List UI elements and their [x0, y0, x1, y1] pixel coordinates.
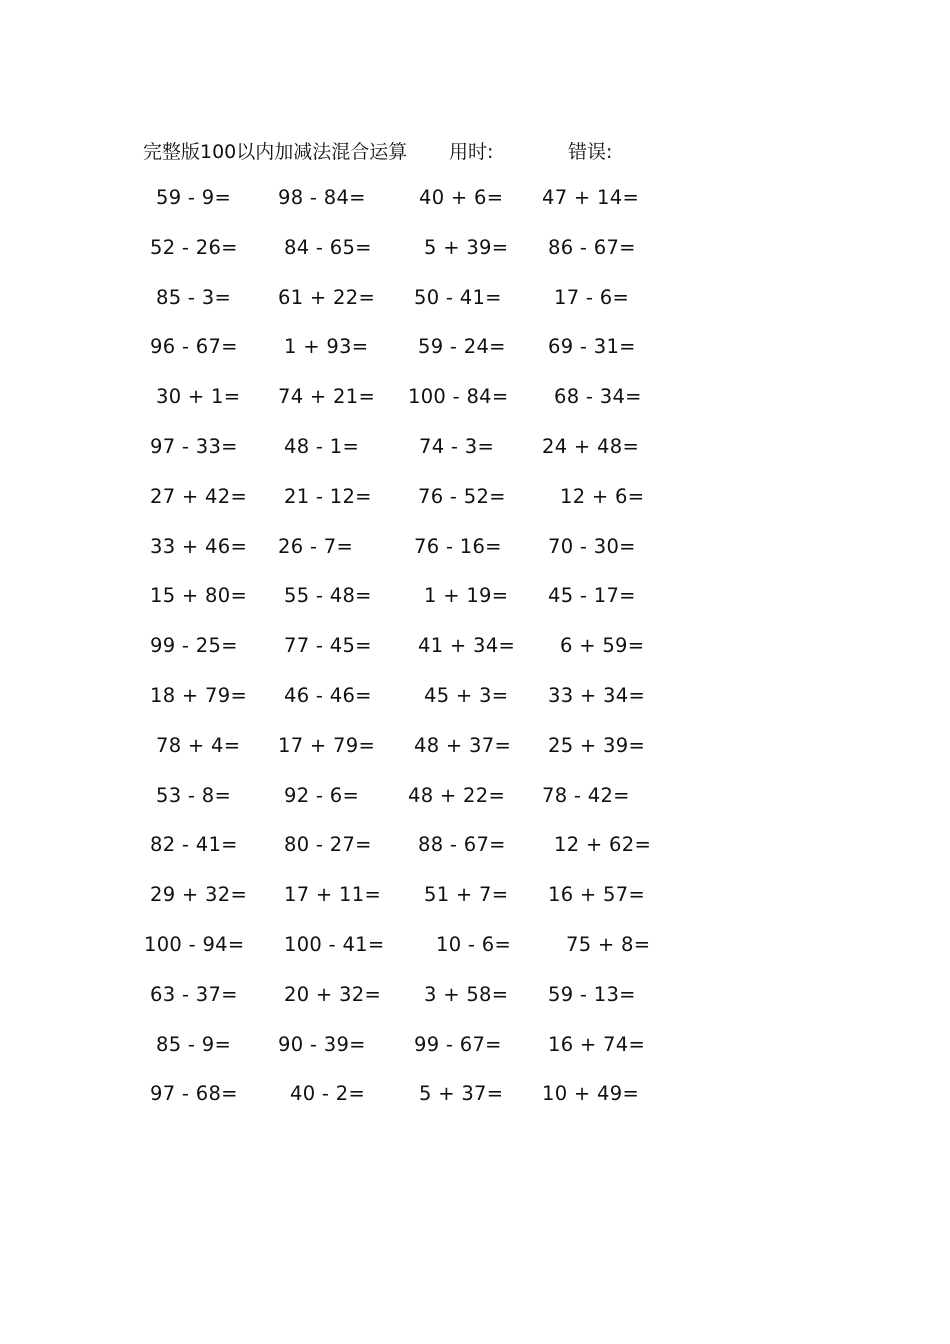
- math-problem: 16 + 74=: [548, 1032, 646, 1056]
- math-problem: 27 + 42=: [150, 484, 248, 508]
- math-problem: 6 + 59=: [560, 634, 645, 658]
- math-problem: 1 + 93=: [284, 335, 369, 359]
- math-problem: 85 - 9=: [156, 1032, 232, 1056]
- math-problem: 76 - 16=: [414, 534, 502, 558]
- problem-row: [0, 286, 950, 336]
- math-problem: 5 + 39=: [424, 235, 509, 259]
- math-problem: 3 + 58=: [424, 982, 509, 1006]
- problem-row: [0, 1082, 950, 1132]
- math-problem: 16 + 57=: [548, 883, 646, 907]
- math-problem: 30 + 1=: [156, 385, 241, 409]
- math-problem: 75 + 8=: [566, 932, 651, 956]
- math-problem: 33 + 34=: [548, 683, 646, 707]
- problem-row: [0, 833, 950, 883]
- math-problem: 41 + 34=: [418, 634, 516, 658]
- problem-row: [0, 186, 950, 236]
- math-problem: 47 + 14=: [542, 186, 640, 209]
- math-problem: 92 - 6=: [284, 783, 360, 807]
- math-problem: 15 + 80=: [150, 584, 248, 608]
- problem-row: [0, 236, 950, 286]
- math-problem: 53 - 8=: [156, 783, 232, 807]
- math-problem: 10 - 6=: [436, 932, 512, 956]
- math-problem: 100 - 41=: [284, 932, 385, 956]
- problem-row: [0, 684, 950, 734]
- math-problem: 97 - 33=: [150, 434, 238, 458]
- math-problem: 78 - 42=: [542, 783, 630, 807]
- math-problem: 29 + 32=: [150, 883, 248, 907]
- math-problem: 26 - 7=: [278, 534, 354, 558]
- worksheet-title: 完整版100以内加减法混合运算: [143, 141, 408, 163]
- problem-row: [0, 734, 950, 784]
- math-problem: 48 + 37=: [414, 733, 512, 757]
- math-problem: 74 + 21=: [278, 385, 376, 409]
- problem-row: [0, 584, 950, 634]
- math-problem: 46 - 46=: [284, 683, 372, 707]
- math-problem: 88 - 67=: [418, 833, 506, 857]
- math-problem: 40 - 2=: [290, 1082, 366, 1106]
- math-problem: 12 + 62=: [554, 833, 652, 857]
- problem-row: [0, 983, 950, 1033]
- math-problem: 52 - 26=: [150, 235, 238, 259]
- math-problem: 97 - 68=: [150, 1082, 238, 1106]
- math-problem: 82 - 41=: [150, 833, 238, 857]
- math-problem: 99 - 67=: [414, 1032, 502, 1056]
- math-problem: 45 + 3=: [424, 683, 509, 707]
- math-problem: 74 - 3=: [419, 434, 495, 458]
- math-problem: 1 + 19=: [424, 584, 509, 608]
- math-problem: 59 - 24=: [418, 335, 506, 359]
- math-problem: 59 - 13=: [548, 982, 636, 1006]
- problem-row: [0, 634, 950, 684]
- math-problem: 33 + 46=: [150, 534, 248, 558]
- math-problem: 61 + 22=: [278, 285, 376, 309]
- math-problem: 100 - 84=: [408, 385, 509, 409]
- math-problem: 90 - 39=: [278, 1032, 366, 1056]
- math-problem: 51 + 7=: [424, 883, 509, 907]
- problem-row: [0, 883, 950, 933]
- math-problem: 99 - 25=: [150, 634, 238, 658]
- math-problem: 20 + 32=: [284, 982, 382, 1006]
- math-problem: 68 - 34=: [554, 385, 642, 409]
- math-problem: 21 - 12=: [284, 484, 372, 508]
- problem-row: [0, 435, 950, 485]
- math-problem: 48 - 1=: [284, 434, 360, 458]
- math-problem: 69 - 31=: [548, 335, 636, 359]
- math-problem: 40 + 6=: [419, 186, 504, 209]
- math-problem: 50 - 41=: [414, 285, 502, 309]
- problem-row: [0, 335, 950, 385]
- error-count-label: 错误:: [568, 141, 613, 163]
- problem-row: [0, 535, 950, 585]
- math-problem: 80 - 27=: [284, 833, 372, 857]
- problem-grid: [0, 186, 950, 1132]
- math-problem: 5 + 37=: [419, 1082, 504, 1106]
- math-problem: 100 - 94=: [144, 932, 245, 956]
- math-problem: 48 + 22=: [408, 783, 506, 807]
- math-problem: 78 + 4=: [156, 733, 241, 757]
- math-problem: 63 - 37=: [150, 982, 238, 1006]
- problem-row: [0, 1033, 950, 1083]
- math-problem: 24 + 48=: [542, 434, 640, 458]
- math-problem: 59 - 9=: [156, 186, 232, 209]
- math-problem: 17 - 6=: [554, 285, 630, 309]
- math-problem: 55 - 48=: [284, 584, 372, 608]
- problem-row: [0, 385, 950, 435]
- math-problem: 12 + 6=: [560, 484, 645, 508]
- time-used-label: 用时:: [449, 141, 494, 163]
- math-problem: 96 - 67=: [150, 335, 238, 359]
- math-problem: 76 - 52=: [418, 484, 506, 508]
- math-problem: 85 - 3=: [156, 285, 232, 309]
- problem-row: [0, 485, 950, 535]
- math-problem: 86 - 67=: [548, 235, 636, 259]
- math-problem: 25 + 39=: [548, 733, 646, 757]
- math-problem: 70 - 30=: [548, 534, 636, 558]
- math-problem: 17 + 79=: [278, 733, 376, 757]
- math-problem: 45 - 17=: [548, 584, 636, 608]
- math-problem: 10 + 49=: [542, 1082, 640, 1106]
- math-problem: 77 - 45=: [284, 634, 372, 658]
- worksheet-header: [0, 137, 950, 165]
- math-problem: 17 + 11=: [284, 883, 382, 907]
- math-problem: 98 - 84=: [278, 186, 366, 209]
- problem-row: [0, 933, 950, 983]
- math-problem: 84 - 65=: [284, 235, 372, 259]
- math-problem: 18 + 79=: [150, 683, 248, 707]
- problem-row: [0, 784, 950, 834]
